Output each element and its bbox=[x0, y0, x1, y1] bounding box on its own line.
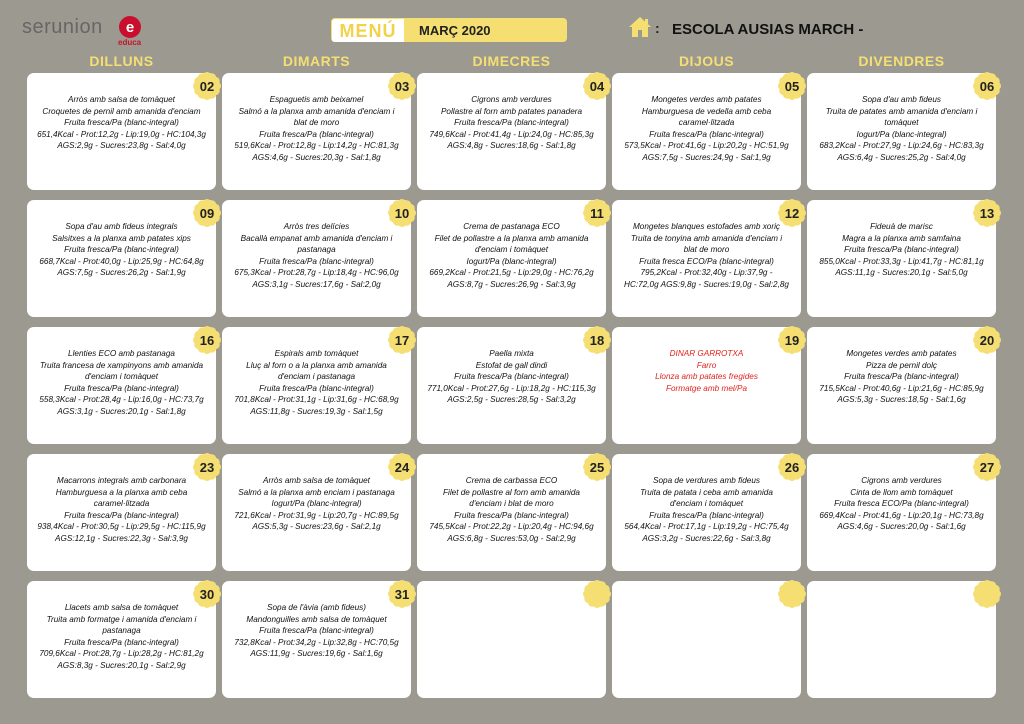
menu-dishes bbox=[618, 348, 795, 394]
menu-line: AGS:6,8g - Sucres:53,0g - Sal:2,9g bbox=[447, 533, 576, 543]
menu-line: caramel·litzada bbox=[93, 499, 150, 508]
menu-day-cell bbox=[807, 200, 996, 317]
menu-line: Estofat de gall dindi bbox=[475, 360, 548, 370]
menu-line: Cinta de llom amb tomàquet bbox=[850, 487, 953, 497]
menu-line: AGS:3,2g - Sucres:22,6g - Sal:3,8g bbox=[642, 533, 771, 543]
school-name: ESCOLA AUSIAS MARCH - bbox=[672, 21, 864, 38]
date-number: 18 bbox=[589, 332, 605, 348]
menu-line: Salmó a la planxa amb amanida d'enciam i bbox=[238, 106, 395, 116]
menu-line: Cigrons amb verdures bbox=[471, 95, 552, 104]
menu-line: AGS:4,8g - Sucres:18,6g - Sal:1,8g bbox=[447, 141, 576, 150]
menu-line: 669,2Kcal - Prot:21,5g - Lip:29,0g - HC:76,2g bbox=[429, 268, 594, 277]
menu-line: 855,0Kcal - Prot:33,3g - Lip:41,7g - HC:81,1g bbox=[819, 256, 984, 266]
date-number: 20 bbox=[979, 332, 995, 348]
menu-line: d'enciam i blat de moro bbox=[469, 499, 554, 508]
menu-line: Hamburguesa a la planxa amb ceba bbox=[55, 487, 188, 497]
menu-line: Fruita fresca/Pa (blanc-integral) bbox=[454, 118, 569, 127]
menu-line: Macarrons integrals amb carbonara bbox=[56, 476, 187, 485]
date-number bbox=[582, 579, 612, 609]
menu-line: Croquetes de pernil amb amanida d'enciam bbox=[42, 106, 201, 116]
date-badge bbox=[777, 579, 807, 609]
day-header-dijous: DIJOUS bbox=[678, 53, 735, 69]
menu-line: Iogurt/Pa (blanc-integral) bbox=[856, 129, 947, 139]
date-number: 17 bbox=[394, 332, 410, 348]
menu-dishes bbox=[813, 475, 990, 533]
menu-day-cell bbox=[222, 581, 411, 698]
menu-title-box bbox=[331, 18, 567, 42]
menu-day-cell bbox=[417, 454, 606, 571]
menu-line: Mongetes blanques estofades amb xoriç bbox=[632, 222, 780, 231]
date-number: 26 bbox=[784, 459, 800, 475]
menu-line: Filet de pollastre a la planxa amb amanida bbox=[434, 233, 589, 243]
menu-line: Fruita fresca/Pa (blanc-integral) bbox=[844, 245, 959, 254]
menu-line: 668,7Kcal - Prot:40,0g - Lip:25,9g - HC:64,8g bbox=[39, 256, 204, 266]
menu-day-cell bbox=[417, 73, 606, 190]
menu-line: Espirals amb tomàquet bbox=[274, 349, 359, 358]
menu-day-cell bbox=[417, 200, 606, 317]
menu-line: Mongetes verdes amb patates bbox=[846, 349, 957, 358]
menu-line: AGS:8,3g - Sucres:20,1g - Sal:2,9g bbox=[57, 660, 186, 670]
menu-label: MENÚ bbox=[332, 19, 404, 42]
menu-dishes bbox=[33, 94, 210, 152]
menu-line: Salsitxes a la planxa amb patates xips bbox=[52, 233, 191, 243]
menu-dishes bbox=[33, 221, 210, 279]
menu-line: 675,3Kcal - Prot:28,7g - Lip:18,4g - HC:96,0g bbox=[234, 268, 399, 277]
menu-line: d'enciam i tomàquet bbox=[474, 245, 549, 254]
menu-line: AGS:6,4g - Sucres:25,2g - Sal:4,0g bbox=[837, 152, 966, 162]
menu-line: Iogurt/Pa (blanc-integral) bbox=[271, 499, 362, 508]
menu-line: Bacallà empanat amb amanida d'enciam i bbox=[240, 233, 393, 243]
menu-line: Arròs amb salsa de tomàquet bbox=[263, 476, 370, 485]
date-number: 12 bbox=[784, 205, 800, 221]
menu-day-cell bbox=[807, 73, 996, 190]
menu-line: 701,8Kcal - Prot:31,1g - Lip:31,6g - HC:68,9g bbox=[234, 395, 399, 404]
menu-line: Fruita fresca/Pa (blanc-integral) bbox=[259, 626, 374, 635]
date-number: 04 bbox=[589, 78, 605, 94]
menu-line: Fruita fresca/Pa (blanc-integral) bbox=[649, 129, 764, 139]
menu-line: Mandonguilles amb salsa de tomàquet bbox=[246, 614, 387, 624]
menu-day-cell bbox=[612, 200, 801, 317]
menu-line: Filet de pollastre al forn amb amanida bbox=[443, 487, 580, 497]
menu-line: Llacets amb salsa de tomàquet bbox=[64, 603, 179, 612]
menu-line: 715,5Kcal - Prot:40,6g - Lip:21,6g - HC:85,9g bbox=[819, 383, 984, 393]
date-number: 11 bbox=[590, 205, 604, 221]
menu-dishes bbox=[813, 221, 990, 279]
menu-month: MARÇ 2020 bbox=[419, 22, 491, 38]
menu-line: Magra a la planxa amb samfaina bbox=[842, 233, 961, 243]
date-number: 27 bbox=[979, 459, 995, 475]
menu-dishes bbox=[33, 475, 210, 544]
menu-line: Iogurt/Pa (blanc-integral) bbox=[466, 256, 557, 266]
menu-day-cell bbox=[807, 454, 996, 571]
menu-line: blat de moro bbox=[683, 245, 730, 254]
menu-line: AGS:12,1g - Sucres:22,3g - Sal:3,9g bbox=[55, 533, 188, 543]
menu-line: AGS:3,1g - Sucres:17,6g - Sal:2,0g bbox=[252, 279, 381, 289]
menu-line: Cigrons amb verdures bbox=[861, 476, 942, 485]
menu-dishes bbox=[618, 94, 795, 163]
menu-day-cell bbox=[222, 454, 411, 571]
day-header-dimecres: DIMECRES bbox=[472, 53, 551, 69]
menu-day-cell bbox=[807, 327, 996, 444]
menu-line: Formatge amb mel/Pa bbox=[666, 383, 747, 393]
menu-line: Pollastre al forn amb patates panadera bbox=[440, 106, 583, 116]
menu-day-cell bbox=[27, 200, 216, 317]
menu-line: Hamburguesa de vedella amb ceba bbox=[641, 106, 772, 116]
menu-line: AGS:5,3g - Sucres:18,5g - Sal:1,6g bbox=[837, 395, 966, 404]
menu-line: Fruita fresca ECO/Pa (blanc-integral) bbox=[834, 499, 969, 508]
menu-line: Truita francesa de xampinyons amb amanida bbox=[39, 360, 204, 370]
menu-line: Salmó a la planxa amb enciam i pastanaga bbox=[238, 487, 395, 497]
menu-line: Fruita fresca/Pa (blanc-integral) bbox=[64, 245, 179, 254]
menu-dishes bbox=[618, 221, 795, 290]
logo-text: serunion bbox=[22, 16, 103, 38]
menu-line: d'enciam i tomàquet bbox=[669, 499, 744, 508]
menu-dishes bbox=[813, 94, 990, 163]
logo-subtitle: educa bbox=[118, 38, 142, 47]
date-number: 23 bbox=[199, 459, 215, 475]
menu-line: pastanaga bbox=[297, 245, 336, 254]
date-number: 25 bbox=[589, 459, 605, 475]
menu-day-cell bbox=[222, 200, 411, 317]
menu-day-cell bbox=[222, 327, 411, 444]
menu-day-cell bbox=[612, 327, 801, 444]
menu-line: AGS:11,1g - Sucres:20,1g - Sal:5,0g bbox=[835, 268, 968, 277]
menu-line: Fruita fresca ECO/Pa (blanc-integral) bbox=[639, 256, 774, 266]
menu-line: Llenties ECO amb pastanaga bbox=[68, 349, 175, 358]
menu-dishes bbox=[423, 348, 600, 406]
menu-line: blat de moro bbox=[293, 118, 340, 127]
menu-line: 709,6Kcal - Prot:28,7g - Lip:28,2g - HC:81,2g bbox=[39, 649, 204, 658]
menu-line: Sopa de l'àvia (amb fideus) bbox=[267, 603, 366, 612]
menu-dishes bbox=[228, 221, 405, 290]
menu-line: 938,4Kcal - Prot:30,5g - Lip:29,5g - HC:115,9g bbox=[37, 522, 206, 531]
logo bbox=[22, 16, 172, 46]
date-number: 19 bbox=[784, 332, 800, 348]
menu-day-cell bbox=[612, 454, 801, 571]
date-number: 02 bbox=[199, 78, 215, 94]
menu-line: AGS:3,1g - Sucres:20,1g - Sal:1,8g bbox=[57, 406, 186, 416]
menu-day-cell bbox=[612, 581, 801, 698]
menu-line: Arròs tres delícies bbox=[283, 222, 350, 231]
menu-line: AGS:2,5g - Sucres:28,5g - Sal:3,2g bbox=[447, 395, 576, 404]
menu-day-cell bbox=[27, 581, 216, 698]
menu-line: AGS:11,8g - Sucres:19,3g - Sal:1,5g bbox=[250, 406, 383, 416]
date-number: 13 bbox=[979, 205, 995, 221]
menu-line: Truita amb formatge i amanida d'enciam i bbox=[46, 614, 197, 624]
menu-line: 683,2Kcal - Prot:27,9g - Lip:24,6g - HC:83,3g bbox=[819, 141, 984, 150]
menu-line: Llonza amb patates fregides bbox=[655, 372, 758, 381]
menu-line: Farro bbox=[696, 360, 717, 370]
menu-line: Fruita fresca/Pa (blanc-integral) bbox=[64, 383, 179, 393]
menu-line: Fruita fresca/Pa (blanc-integral) bbox=[454, 372, 569, 381]
menu-line: 721,6Kcal - Prot:31,9g - Lip:20,7g - HC:89,5g bbox=[234, 510, 399, 520]
menu-dishes bbox=[423, 94, 600, 152]
menu-line: AGS:5,3g - Sucres:23,6g - Sal:2,1g bbox=[252, 522, 381, 531]
menu-line: 795,2Kcal - Prot:32,40g - Lip:37,9g - bbox=[640, 268, 773, 277]
home-colon: : bbox=[655, 20, 660, 36]
menu-line: 732,8Kcal - Prot:34,2g - Lip:32,8g - HC:70,5g bbox=[234, 637, 399, 647]
date-number bbox=[972, 579, 1002, 609]
menu-day-cell bbox=[612, 73, 801, 190]
menu-line: 573,5Kcal - Prot:41,6g - Lip:20,2g - HC:51,9g bbox=[624, 141, 789, 150]
menu-line: AGS:8,7g - Sucres:26,9g - Sal:3,9g bbox=[447, 279, 576, 289]
date-number: 10 bbox=[394, 205, 410, 221]
menu-dishes bbox=[228, 475, 405, 533]
menu-line: Paella mixta bbox=[489, 349, 534, 358]
menu-line: d'enciam i tomàquet bbox=[84, 372, 159, 381]
menu-line: Sopa de verdures amb fideus bbox=[653, 476, 760, 485]
menu-line: Fruita fresca/Pa (blanc-integral) bbox=[454, 510, 569, 520]
menu-day-cell bbox=[417, 327, 606, 444]
menu-line: Fruita fresca/Pa (blanc-integral) bbox=[649, 510, 764, 520]
menu-day-cell bbox=[222, 73, 411, 190]
menu-dishes bbox=[228, 348, 405, 417]
menu-line: Fruita fresca/Pa (blanc-integral) bbox=[64, 118, 179, 127]
menu-day-cell bbox=[27, 327, 216, 444]
menu-line: AGS:11,9g - Sucres:19,6g - Sal:1,6g bbox=[250, 649, 383, 658]
logo-mark: e bbox=[119, 16, 141, 38]
date-number: 16 bbox=[199, 332, 215, 348]
menu-line: AGS:4,6g - Sucres:20,3g - Sal:1,8g bbox=[252, 152, 381, 162]
menu-line: Truita de tonyina amb amanida d'enciam i bbox=[630, 233, 783, 243]
menu-dishes bbox=[423, 221, 600, 290]
date-number: 05 bbox=[784, 78, 800, 94]
menu-line: Lluç al forn o a la planxa amb amanida bbox=[246, 360, 387, 370]
menu-line: 558,3Kcal - Prot:28,4g - Lip:16,0g - HC:73,7g bbox=[39, 395, 204, 404]
menu-line: 745,5Kcal - Prot:22,2g - Lip:20,4g - HC:94,6g bbox=[429, 522, 594, 531]
date-badge bbox=[972, 579, 1002, 609]
menu-day-cell bbox=[27, 73, 216, 190]
menu-line: Fruita fresca/Pa (blanc-integral) bbox=[259, 383, 374, 393]
menu-line: AGS:7,5g - Sucres:24,9g - Sal:1,9g bbox=[642, 152, 771, 162]
menu-line: Sopa d'au amb fideus integrals bbox=[65, 222, 178, 231]
menu-dishes bbox=[813, 348, 990, 406]
menu-line: d'enciam i pastanaga bbox=[277, 372, 356, 381]
date-number bbox=[777, 579, 807, 609]
menu-line: AGS:4,6g - Sucres:20,0g - Sal:1,6g bbox=[837, 522, 966, 531]
menu-line: 564,4Kcal - Prot:17,1g - Lip:19,2g - HC:75,4g bbox=[624, 522, 789, 531]
menu-line: pastanaga bbox=[102, 626, 141, 635]
menu-line: Fruita fresca/Pa (blanc-integral) bbox=[64, 637, 179, 647]
menu-dishes bbox=[228, 602, 405, 660]
menu-line: Pizza de pernil dolç bbox=[866, 360, 937, 370]
menu-dishes bbox=[618, 475, 795, 544]
menu-line: 651,4Kcal - Prot:12,2g - Lip:19,0g - HC:104,3g bbox=[37, 129, 206, 139]
day-header-dimarts: DIMARTS bbox=[282, 53, 351, 69]
menu-line: 669,4Kcal - Prot:41,6g - Lip:20,1g - HC:73,8g bbox=[819, 510, 984, 520]
menu-dishes bbox=[228, 94, 405, 163]
date-number: 06 bbox=[979, 78, 995, 94]
menu-line: HC:72,0g AGS:9,8g - Sucres:19,0g - Sal:2,8g bbox=[624, 279, 789, 289]
date-badge bbox=[582, 579, 612, 609]
menu-dishes bbox=[423, 475, 600, 544]
menu-dishes bbox=[33, 348, 210, 417]
menu-line: Mongetes verdes amb patates bbox=[651, 95, 762, 104]
menu-line: Fruita fresca/Pa (blanc-integral) bbox=[259, 129, 374, 139]
menu-line: 771,0Kcal - Prot:27,6g - Lip:18,2g - HC:115,3g bbox=[427, 383, 596, 393]
day-header-divendres: DIVENDRES bbox=[858, 53, 945, 69]
menu-line: 749,6Kcal - Prot:41,4g - Lip:24,0g - HC:85,3g bbox=[429, 129, 594, 139]
date-number: 31 bbox=[394, 586, 410, 602]
home-icon bbox=[628, 16, 652, 38]
menu-line: 519,6Kcal - Prot:12,8g - Lip:14,2g - HC:81,3g bbox=[234, 141, 399, 150]
menu-line: Fruita fresca/Pa (blanc-integral) bbox=[844, 372, 959, 381]
menu-line: Fruita fresca/Pa (blanc-integral) bbox=[259, 256, 374, 266]
menu-line: Fruita fresca/Pa (blanc-integral) bbox=[64, 510, 179, 520]
menu-line: AGS:7,5g - Sucres:26,2g - Sal:1,9g bbox=[57, 268, 186, 277]
menu-line: tomàquet bbox=[884, 118, 919, 127]
menu-day-cell bbox=[417, 581, 606, 698]
day-header-dilluns: DILLUNS bbox=[89, 53, 154, 69]
menu-line: Truita de patates amb amanida d'enciam i bbox=[825, 106, 978, 116]
date-number: 09 bbox=[199, 205, 215, 221]
menu-day-cell bbox=[27, 454, 216, 571]
menu-line: Truita de patata i ceba amb amanida bbox=[640, 487, 773, 497]
menu-line: Crema de pastanaga ECO bbox=[463, 222, 560, 231]
menu-line: DINAR GARROTXA bbox=[669, 349, 744, 358]
menu-dishes bbox=[33, 602, 210, 671]
menu-line: Fideuà de marisc bbox=[870, 222, 933, 231]
menu-line: caramel·litzada bbox=[678, 118, 735, 127]
menu-line: AGS:2,9g - Sucres:23,8g - Sal:4,0g bbox=[57, 141, 186, 150]
menu-line: Sopa d'au amb fideus bbox=[862, 95, 941, 104]
menu-line: Arròs amb salsa de tomàquet bbox=[68, 95, 175, 104]
menu-line: Crema de carbassa ECO bbox=[465, 476, 558, 485]
menu-line: Espaguetis amb beixamel bbox=[269, 95, 364, 104]
date-number: 03 bbox=[394, 78, 410, 94]
date-number: 30 bbox=[199, 586, 215, 602]
date-number: 24 bbox=[394, 459, 410, 475]
menu-day-cell bbox=[807, 581, 996, 698]
